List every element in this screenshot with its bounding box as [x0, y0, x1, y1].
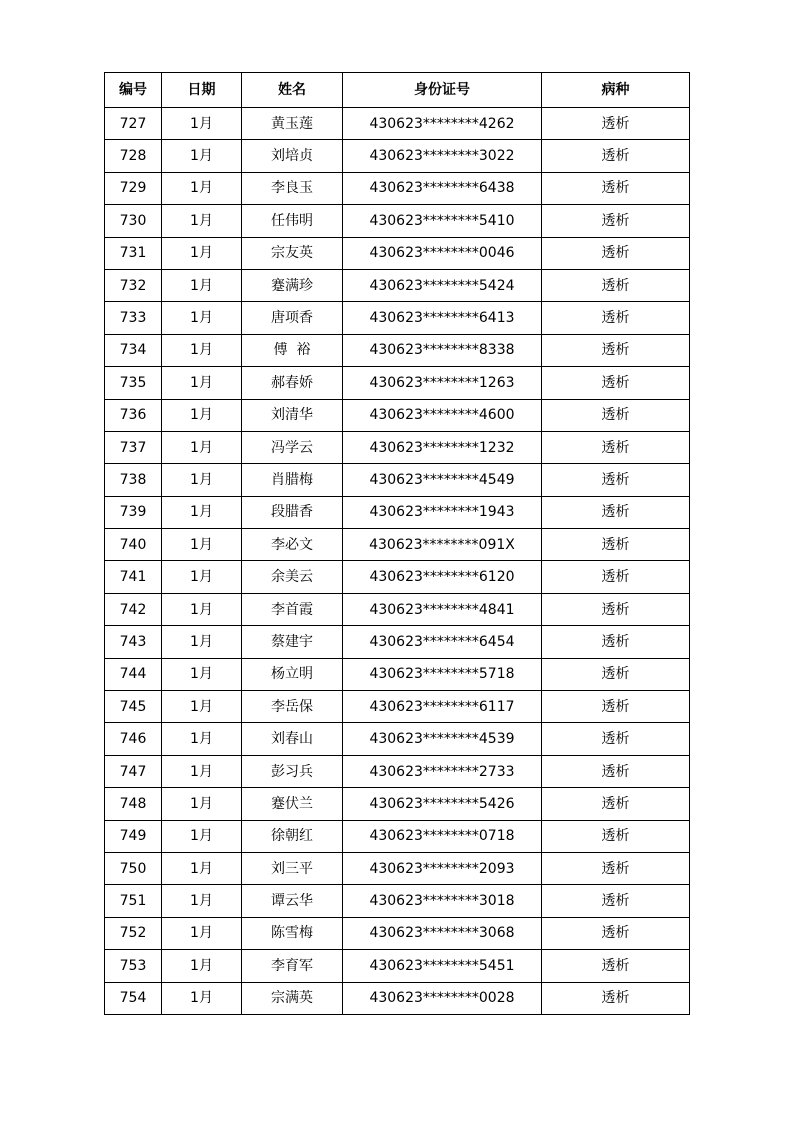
- table-row: [105, 626, 690, 658]
- cell-no: 742: [105, 593, 162, 625]
- cell-date: 1月: [162, 755, 242, 787]
- cell-no: 749: [105, 820, 162, 852]
- cell-type: 透析: [542, 334, 690, 366]
- table-row: [105, 561, 690, 593]
- table-row: [105, 205, 690, 237]
- table-row: [105, 334, 690, 366]
- cell-id: 430623********4841: [343, 593, 542, 625]
- cell-id: 430623********5410: [343, 205, 542, 237]
- cell-date: 1月: [162, 788, 242, 820]
- table-row: [105, 917, 690, 949]
- table-row: [105, 982, 690, 1014]
- cell-date: 1月: [162, 626, 242, 658]
- cell-no: 748: [105, 788, 162, 820]
- cell-id: 430623********4262: [343, 108, 542, 140]
- table-row: [105, 140, 690, 172]
- cell-no: 732: [105, 269, 162, 301]
- cell-id: 430623********8338: [343, 334, 542, 366]
- cell-id: 430623********4539: [343, 723, 542, 755]
- cell-id: 430623********0028: [343, 982, 542, 1014]
- cell-date: 1月: [162, 496, 242, 528]
- cell-id: 430623********091X: [343, 529, 542, 561]
- header-date: 日期: [162, 73, 242, 108]
- cell-name: 刘春山: [242, 723, 343, 755]
- cell-date: 1月: [162, 885, 242, 917]
- cell-type: 透析: [542, 496, 690, 528]
- cell-date: 1月: [162, 431, 242, 463]
- table-row: [105, 658, 690, 690]
- cell-name: 李首霞: [242, 593, 343, 625]
- cell-id: 430623********5424: [343, 269, 542, 301]
- cell-name: 冯学云: [242, 431, 343, 463]
- cell-no: 754: [105, 982, 162, 1014]
- cell-type: 透析: [542, 917, 690, 949]
- cell-name: 李必文: [242, 529, 343, 561]
- cell-name: 李岳保: [242, 691, 343, 723]
- cell-no: 731: [105, 237, 162, 269]
- table-row: [105, 852, 690, 884]
- cell-date: 1月: [162, 691, 242, 723]
- cell-id: 430623********6117: [343, 691, 542, 723]
- cell-no: 729: [105, 172, 162, 204]
- cell-name: 蹇满珍: [242, 269, 343, 301]
- cell-no: 733: [105, 302, 162, 334]
- cell-id: 430623********2733: [343, 755, 542, 787]
- table-row: [105, 367, 690, 399]
- cell-type: 透析: [542, 205, 690, 237]
- cell-name: 杨立明: [242, 658, 343, 690]
- cell-no: 736: [105, 399, 162, 431]
- cell-id: 430623********4600: [343, 399, 542, 431]
- header-id: 身份证号: [343, 73, 542, 108]
- cell-date: 1月: [162, 820, 242, 852]
- cell-name: 刘培贞: [242, 140, 343, 172]
- cell-date: 1月: [162, 108, 242, 140]
- cell-name: 刘三平: [242, 852, 343, 884]
- cell-type: 透析: [542, 108, 690, 140]
- cell-type: 透析: [542, 885, 690, 917]
- cell-name: 彭习兵: [242, 755, 343, 787]
- cell-id: 430623********6120: [343, 561, 542, 593]
- cell-date: 1月: [162, 140, 242, 172]
- table-row: [105, 885, 690, 917]
- table-row: [105, 237, 690, 269]
- table-row: [105, 820, 690, 852]
- cell-type: 透析: [542, 464, 690, 496]
- cell-type: 透析: [542, 302, 690, 334]
- table-header: [105, 73, 690, 108]
- table-row: [105, 496, 690, 528]
- cell-no: 744: [105, 658, 162, 690]
- cell-name: 宗友英: [242, 237, 343, 269]
- cell-type: 透析: [542, 367, 690, 399]
- table-row: [105, 269, 690, 301]
- cell-type: 透析: [542, 723, 690, 755]
- table-row: [105, 464, 690, 496]
- cell-name: 李育军: [242, 950, 343, 982]
- cell-date: 1月: [162, 205, 242, 237]
- cell-no: 753: [105, 950, 162, 982]
- table-row: [105, 302, 690, 334]
- cell-type: 透析: [542, 626, 690, 658]
- cell-date: 1月: [162, 593, 242, 625]
- cell-id: 430623********3018: [343, 885, 542, 917]
- cell-date: 1月: [162, 464, 242, 496]
- cell-id: 430623********1263: [343, 367, 542, 399]
- table-row: [105, 529, 690, 561]
- cell-type: 透析: [542, 788, 690, 820]
- cell-no: 747: [105, 755, 162, 787]
- cell-type: 透析: [542, 982, 690, 1014]
- cell-id: 430623********1943: [343, 496, 542, 528]
- table-row: [105, 755, 690, 787]
- cell-type: 透析: [542, 755, 690, 787]
- cell-name: 傅 裕: [242, 334, 343, 366]
- cell-date: 1月: [162, 302, 242, 334]
- cell-name: 谭云华: [242, 885, 343, 917]
- cell-name: 陈雪梅: [242, 917, 343, 949]
- cell-id: 430623********2093: [343, 852, 542, 884]
- patient-table: [104, 72, 690, 1015]
- cell-no: 734: [105, 334, 162, 366]
- cell-name: 蹇伏兰: [242, 788, 343, 820]
- table-row: [105, 788, 690, 820]
- header-name: 姓名: [242, 73, 343, 108]
- cell-date: 1月: [162, 172, 242, 204]
- cell-id: 430623********5451: [343, 950, 542, 982]
- table-row: [105, 691, 690, 723]
- cell-date: 1月: [162, 529, 242, 561]
- cell-no: 745: [105, 691, 162, 723]
- cell-name: 任伟明: [242, 205, 343, 237]
- cell-type: 透析: [542, 431, 690, 463]
- cell-id: 430623********3022: [343, 140, 542, 172]
- cell-name: 徐朝红: [242, 820, 343, 852]
- cell-no: 741: [105, 561, 162, 593]
- cell-no: 740: [105, 529, 162, 561]
- cell-date: 1月: [162, 917, 242, 949]
- header-no: 编号: [105, 73, 162, 108]
- cell-id: 430623********6438: [343, 172, 542, 204]
- cell-no: 737: [105, 431, 162, 463]
- cell-date: 1月: [162, 723, 242, 755]
- cell-type: 透析: [542, 172, 690, 204]
- cell-name: 唐项香: [242, 302, 343, 334]
- cell-date: 1月: [162, 399, 242, 431]
- cell-no: 752: [105, 917, 162, 949]
- cell-name: 宗满英: [242, 982, 343, 1014]
- cell-date: 1月: [162, 561, 242, 593]
- cell-no: 739: [105, 496, 162, 528]
- cell-id: 430623********6454: [343, 626, 542, 658]
- cell-no: 727: [105, 108, 162, 140]
- cell-type: 透析: [542, 529, 690, 561]
- cell-name: 郝春娇: [242, 367, 343, 399]
- cell-date: 1月: [162, 658, 242, 690]
- table-row: [105, 593, 690, 625]
- cell-no: 730: [105, 205, 162, 237]
- cell-date: 1月: [162, 982, 242, 1014]
- table-row: [105, 108, 690, 140]
- cell-no: 738: [105, 464, 162, 496]
- cell-type: 透析: [542, 237, 690, 269]
- cell-no: 728: [105, 140, 162, 172]
- cell-name: 余美云: [242, 561, 343, 593]
- table-row: [105, 723, 690, 755]
- cell-no: 743: [105, 626, 162, 658]
- cell-date: 1月: [162, 237, 242, 269]
- cell-name: 肖腊梅: [242, 464, 343, 496]
- cell-id: 430623********6413: [343, 302, 542, 334]
- cell-type: 透析: [542, 852, 690, 884]
- cell-id: 430623********4549: [343, 464, 542, 496]
- table-row: [105, 950, 690, 982]
- cell-date: 1月: [162, 334, 242, 366]
- cell-type: 透析: [542, 820, 690, 852]
- cell-name: 李良玉: [242, 172, 343, 204]
- cell-id: 430623********3068: [343, 917, 542, 949]
- cell-no: 735: [105, 367, 162, 399]
- cell-type: 透析: [542, 399, 690, 431]
- cell-name: 段腊香: [242, 496, 343, 528]
- cell-type: 透析: [542, 269, 690, 301]
- cell-id: 430623********0046: [343, 237, 542, 269]
- header-type: 病种: [542, 73, 690, 108]
- cell-name: 蔡建宇: [242, 626, 343, 658]
- cell-no: 750: [105, 852, 162, 884]
- cell-type: 透析: [542, 691, 690, 723]
- cell-type: 透析: [542, 140, 690, 172]
- header-row: [105, 73, 690, 108]
- table-body: [105, 108, 690, 1015]
- cell-name: 刘清华: [242, 399, 343, 431]
- cell-id: 430623********5426: [343, 788, 542, 820]
- cell-id: 430623********0718: [343, 820, 542, 852]
- cell-date: 1月: [162, 269, 242, 301]
- cell-name: 黄玉莲: [242, 108, 343, 140]
- table-row: [105, 172, 690, 204]
- cell-type: 透析: [542, 561, 690, 593]
- cell-no: 746: [105, 723, 162, 755]
- cell-type: 透析: [542, 593, 690, 625]
- table-row: [105, 399, 690, 431]
- cell-type: 透析: [542, 658, 690, 690]
- cell-date: 1月: [162, 852, 242, 884]
- cell-id: 430623********1232: [343, 431, 542, 463]
- cell-date: 1月: [162, 367, 242, 399]
- cell-date: 1月: [162, 950, 242, 982]
- cell-no: 751: [105, 885, 162, 917]
- cell-type: 透析: [542, 950, 690, 982]
- table-row: [105, 431, 690, 463]
- cell-id: 430623********5718: [343, 658, 542, 690]
